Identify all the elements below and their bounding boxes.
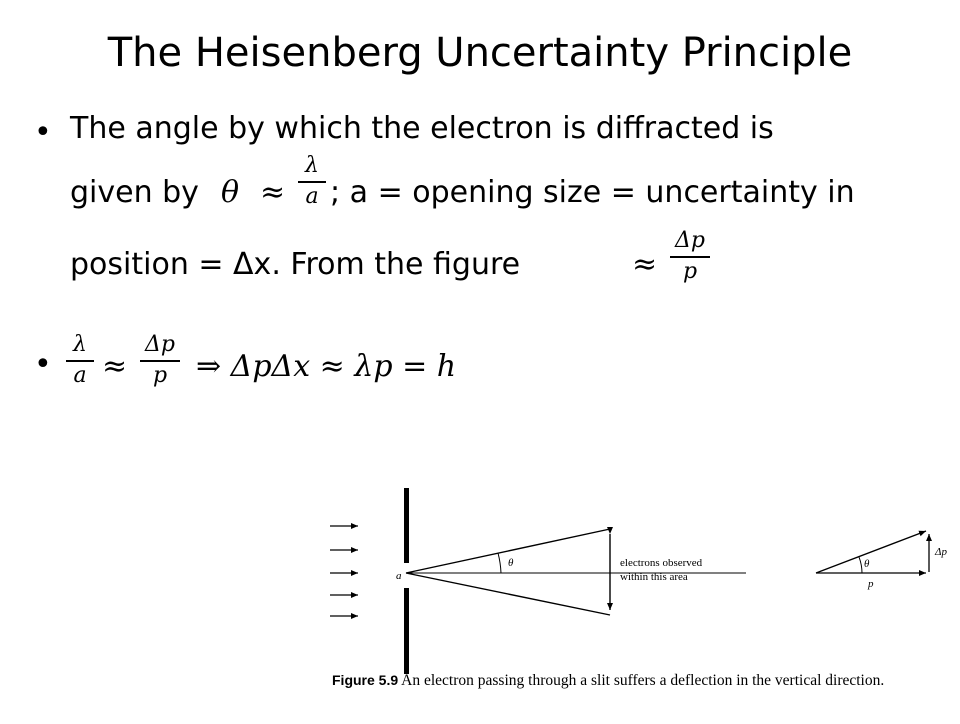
label-a: a (396, 570, 402, 582)
slit-barrier-bottom (404, 588, 409, 674)
bullet1-line2-pre: given by (70, 175, 199, 210)
denominator-a: a (305, 184, 319, 209)
approx-symbol-3: ≈ (102, 349, 128, 384)
fraction-dp-over-p (670, 230, 710, 283)
numerator-lambda-2: λ (73, 332, 87, 357)
incident-electron-arrows (330, 526, 358, 616)
bullet1-line1: The angle by which the electron is diffracted is (70, 111, 774, 146)
fraction-dp-over-p-2 (140, 334, 180, 387)
denominator-p: p (682, 259, 698, 284)
fraction-bar-2 (670, 256, 710, 258)
numerator-dp-2: Δp (145, 332, 175, 357)
numerator-dp: Δp (675, 228, 705, 253)
label-within-area: within this area (620, 571, 688, 583)
denominator-p-2: p (152, 363, 168, 388)
fraction-lambda-over-a (298, 155, 326, 208)
label-p: p (868, 578, 874, 590)
approx-symbol: ≈ (260, 175, 286, 210)
fraction-bar-4 (140, 360, 180, 362)
caption-text: An electron passing through a slit suffers a deflection in the vertical direction. (398, 672, 885, 689)
label-theta-small: θ (864, 558, 870, 570)
caption-label: Figure 5.9 (332, 672, 399, 688)
diffraction-ray-lower (406, 573, 610, 615)
label-theta-main: θ (508, 557, 514, 569)
approx-symbol-2: ≈ (632, 247, 658, 282)
denominator-a-2: a (73, 363, 87, 388)
bullet-marker-1: • (34, 115, 52, 150)
bullet-marker-2: • (34, 347, 52, 382)
figure-caption (332, 672, 942, 691)
momentum-vector-total (816, 531, 926, 573)
uncertainty-relation: ⇒ ΔpΔx ≈ λp = h (196, 349, 457, 384)
theta-arc (498, 553, 501, 573)
bullet1-line3-pre: position = Δx. From the figure (70, 247, 521, 282)
slide-title: The Heisenberg Uncertainty Principle (107, 30, 853, 76)
fraction-bar-3 (66, 360, 94, 362)
fraction-lambda-over-a-2 (66, 334, 94, 387)
diffraction-figure (318, 476, 960, 720)
label-electrons-observed: electrons observed (620, 557, 703, 569)
theta-arc-small (859, 557, 862, 573)
bullet1-line2-post: ; a = opening size = uncertainty in (330, 175, 855, 210)
numerator-lambda: λ (305, 153, 319, 178)
fraction-bar (298, 181, 326, 183)
label-dp: Δp (935, 546, 947, 558)
slit-barrier-top (404, 488, 409, 563)
theta-symbol: θ (221, 175, 240, 210)
